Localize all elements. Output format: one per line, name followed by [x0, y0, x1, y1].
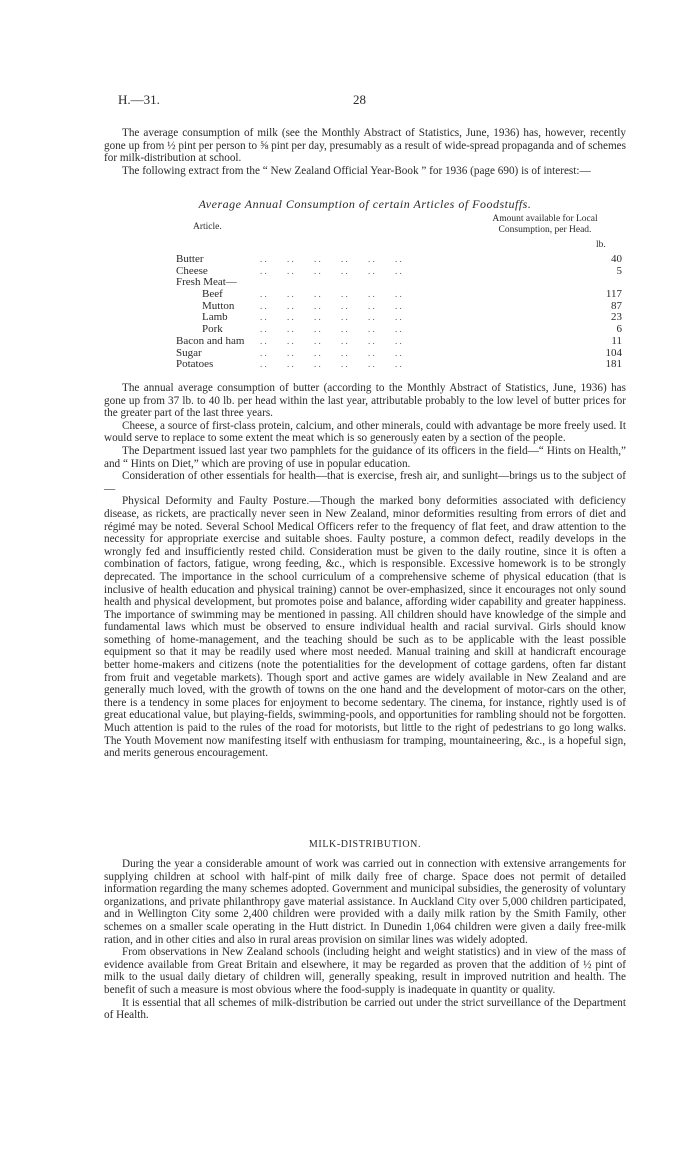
table-row	[176, 266, 622, 278]
table-row	[176, 312, 622, 324]
food-article: Beef	[202, 288, 223, 301]
consumption-table	[176, 254, 622, 371]
leader-dots: . . . . . . . . . . . .	[260, 300, 402, 311]
section-heading: MILK-DISTRIBUTION.	[308, 839, 422, 850]
table-header-article: Article.	[193, 222, 222, 232]
food-amount: 23	[611, 311, 622, 324]
document-reference: H.—31.	[118, 92, 160, 107]
table-row	[176, 254, 622, 266]
table-header-unit: lb.	[596, 240, 606, 250]
food-article: Pork	[202, 323, 223, 336]
food-amount: 11	[611, 334, 622, 347]
table-title: Average Annual Consumption of certain Articles of Foodstuffs.	[198, 197, 532, 211]
table-row	[176, 359, 622, 371]
table-row	[176, 277, 622, 289]
food-article: Lamb	[202, 311, 228, 324]
body-paragraph: The Department issued last year two pamphlets for the guidance of its officers in the field—“ Hints on Health,” and “ Hints on Diet,” which are proving of use in popular education.	[104, 444, 626, 470]
body-section	[104, 382, 626, 760]
leader-dots: . . . . . . . . . . . .	[260, 289, 402, 300]
intro-paragraph: The average consumption of milk (see the Monthly Abstract of Statistics, June, 1936) has, however, recently gone up from ½ pint per person to ⅝ pint per day, presumably as a result of wide-spread propaganda and of schemes for milk-distribution at school.	[104, 127, 626, 165]
food-amount: 6	[616, 323, 622, 336]
food-amount: 87	[611, 299, 622, 312]
intro-section	[104, 127, 626, 177]
leader-dots: . . . . . . . . . . . .	[260, 359, 402, 370]
table-header-amount: Amount available for Local Consumption, per Head.	[492, 214, 598, 235]
food-amount: 181	[605, 358, 622, 371]
body-paragraph: Consideration of other essentials for health—that is exercise, fresh air, and sunlight—brings us to the subject of—	[104, 470, 626, 495]
table-row	[176, 289, 622, 301]
leader-dots: . . . . . . . . . . . .	[260, 324, 402, 335]
food-article: Butter	[176, 253, 204, 265]
food-amount: 40	[611, 253, 622, 265]
food-article: Bacon and ham	[176, 334, 245, 347]
leader-dots: . . . . . . . . . . . .	[260, 347, 402, 358]
page-number: 28	[353, 92, 366, 107]
food-article: Cheese	[176, 264, 208, 277]
food-article: Potatoes	[176, 358, 214, 371]
table-row	[176, 336, 622, 348]
food-amount: 5	[616, 264, 622, 277]
leader-dots: . . . . . . . . . . . .	[260, 265, 402, 276]
food-amount: 104	[605, 346, 622, 359]
food-article: Mutton	[202, 299, 235, 312]
milk-paragraph: From observations in New Zealand schools (including height and weight statistics) and in view of the mass of evidence available from Great Britain and elsewhere, it may be regarded as proven that the addition of ½ pint of milk to the usual daily dietary of children will, generally speaking, result in improved nutrition and health. The benefit of such a measure is most obvious where the food-supply is inadequate in quantity or quality.	[104, 946, 626, 996]
milk-paragraph: It is essential that all schemes of milk-distribution be carried out under the strict surveillance of the Department of Health.	[104, 996, 626, 1022]
body-paragraph: Physical Deformity and Faulty Posture.—Though the marked bony deformities associated with deficiency disease, as rickets, are practically never seen in New Zealand, minor deformities resulting from errors of diet and régimé may be noted. Several School Medical Officers refer to the frequency of flat feet, and draw attention to the necessity for appropriate exercise and suitable shoes. Faulty posture, a common defect, readily develops in the wrongly fed and insufficiently rested child. Consideration must be given to the daily routine, since it is often a combination of factors, fatigue, wrong feeding, &c., which is responsible. Excessive homework is to be strongly deprecated. The importance in the school curriculum of a comprehensive scheme of physical education (that is inclusive of health education and physical training) cannot be over-emphasized, since it encourages not only sound health and physical development, but promotes poise and balance, affording wider capability and greater happiness. The importance of swimming may be mentioned in passing. All children should have knowledge of the simple and fundamental laws which must be observed to ensure individual health and racial survival. Girls should know something of home-management, and the teaching should be such as to be applicable with the least possible equipment so that it may be readily used where most needed. Manual training and skill at handicraft encourage better home-makers and citizens (note the potentialities for the development of cottage gardens, often far distant from fruit and vegetable markets). Though sport and active games are widely available in New Zealand and are generally much loved, with the growth of towns on the one hand and the development of motor-cars on the other, there is a tendency in some places for enjoyment to become sedentary. The cinema, for instance, rightly used is of great educational value, but playing-fields, swimming-pools, and opportunities for rambling should not be forgotten. Much attention is paid to the rules of the road for motorists, but little to the right of pedestrians to go long walks. The Youth Movement now manifesting itself with enthusiasm for tramping, mountaineering, &c., is a hopeful sign, and merits generous encouragement.	[104, 495, 626, 760]
milk-paragraph: During the year a considerable amount of work was carried out in connection with extensive arrangements for supplying children at school with half-pint of milk daily free of charge. Space does not permit of detailed information regarding the many schemes adopted. Government and municipal subsidies, the generosity of voluntary organizations, and private philanthropy gave material assistance. In Auckland City over 5,000 children participated, and in Wellington City some 2,400 children were provided with a daily milk ration by the Smith Family, other schemes on a smaller scale operating in the Hutt district. In Dunedin 1,064 children were given a daily free-milk ration, and in other cities and also in rural areas provision on similar lines was widely adopted.	[104, 858, 626, 946]
food-article: Fresh Meat—	[176, 276, 237, 289]
food-article: Sugar	[176, 346, 202, 359]
body-paragraph: Cheese, a source of first-class protein, calcium, and other minerals, could with advantage be more freely used. It would serve to replace to some extent the meat which is so generously eaten by a section of the people.	[104, 419, 626, 445]
leader-dots: . . . . . . . . . . . .	[260, 335, 402, 346]
table-row	[176, 348, 622, 360]
food-amount: 117	[605, 288, 622, 301]
table-row	[176, 301, 622, 313]
leader-dots: . . . . . . . . . . . .	[260, 312, 402, 323]
leader-dots: . . . . . . . . . . . .	[260, 254, 402, 264]
intro-paragraph: The following extract from the “ New Zealand Official Year-Book ” for 1936 (page 690) is of interest:—	[122, 164, 591, 177]
body-paragraph: The annual average consumption of butter (according to the Monthly Abstract of Statistics, June, 1936) has gone up from 37 lb. to 40 lb. per head within the last year, attributable probably to the low level of butter prices for the greater part of the last three years.	[104, 382, 626, 420]
milk-distribution-section	[104, 858, 626, 1022]
